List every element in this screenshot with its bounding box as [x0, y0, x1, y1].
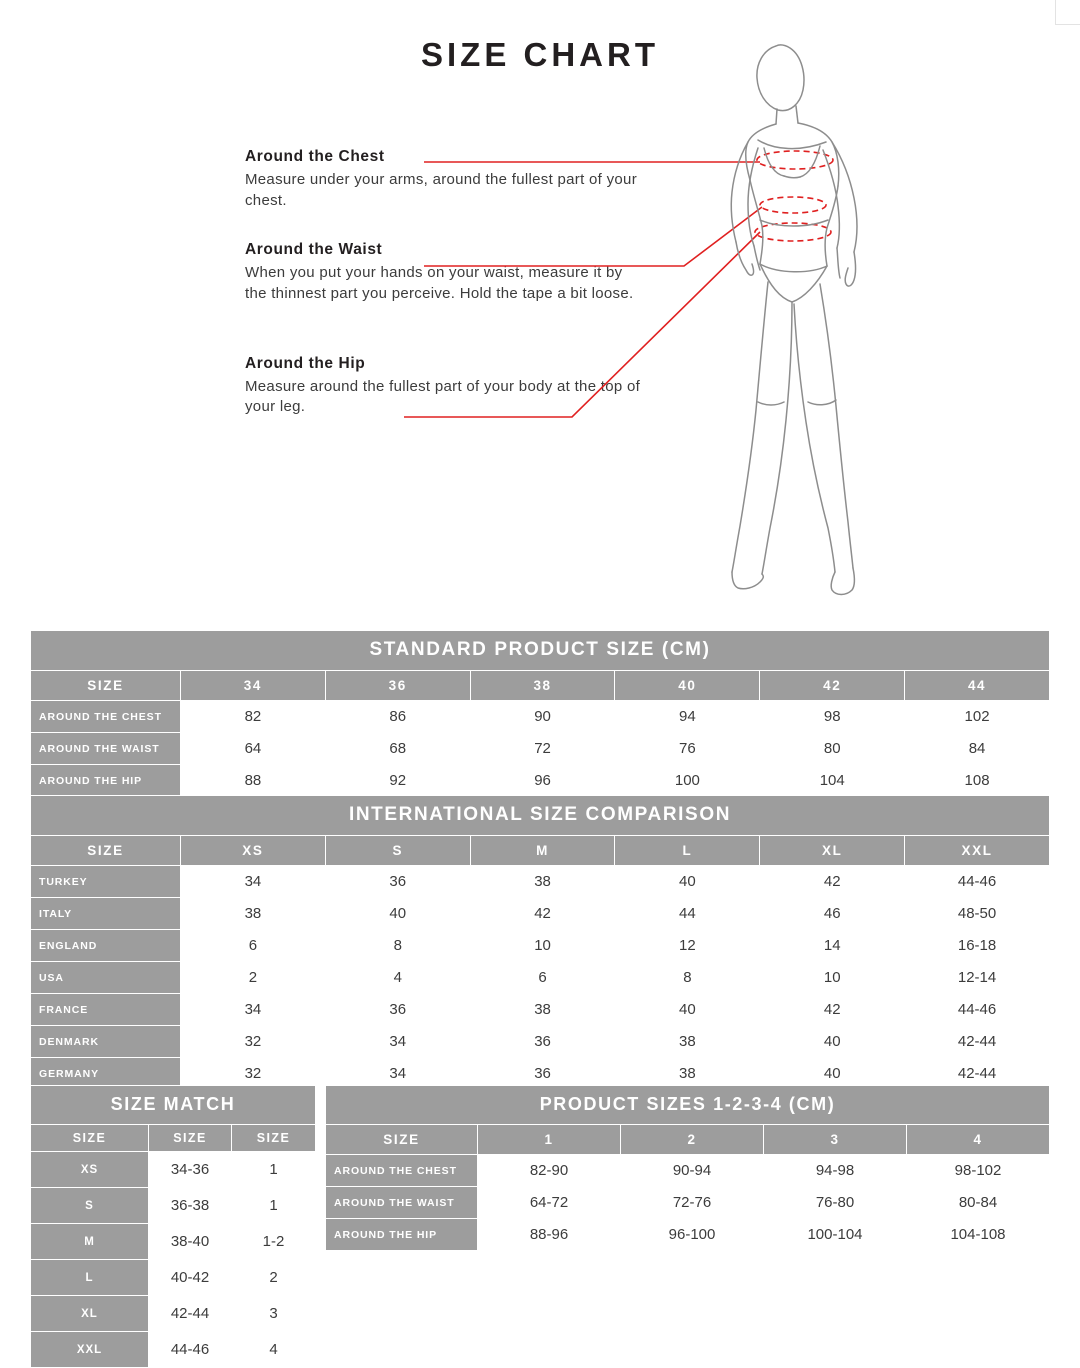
international-row-label-2: ENGLAND — [31, 930, 181, 962]
size-match-col-2: SIZE — [232, 1125, 316, 1152]
standard-cell-1-4: 80 — [760, 733, 905, 765]
international-cell-5-4: 40 — [760, 1026, 905, 1058]
international-cell-5-1: 34 — [325, 1026, 470, 1058]
international-cell-1-5: 48-50 — [905, 898, 1050, 930]
size-match-label-0: XS — [31, 1152, 149, 1188]
standard-col-1: 36 — [325, 671, 470, 701]
table-header-row — [31, 836, 1050, 866]
note-title-hip: Around the Hip — [245, 354, 366, 372]
product-sizes-cell-1-3: 80-84 — [907, 1187, 1050, 1219]
standard-cell-0-3: 94 — [615, 701, 760, 733]
table-row — [31, 994, 1050, 1026]
product-sizes-cell-1-0: 64-72 — [478, 1187, 621, 1219]
size-match-range-4: 42-44 — [149, 1296, 232, 1332]
international-cell-6-1: 34 — [325, 1058, 470, 1090]
international-cell-2-2: 10 — [470, 930, 615, 962]
international-cell-0-4: 42 — [760, 866, 905, 898]
table-row — [31, 1260, 316, 1296]
table-row — [31, 765, 1050, 797]
international-cell-3-4: 10 — [760, 962, 905, 994]
standard-corner-label: SIZE — [31, 671, 181, 701]
table-row — [31, 701, 1050, 733]
size-match-product-0: 1 — [232, 1152, 316, 1188]
table-header-row — [31, 1125, 316, 1152]
table-row — [31, 1296, 316, 1332]
standard-col-3: 40 — [615, 671, 760, 701]
international-cell-6-5: 42-44 — [905, 1058, 1050, 1090]
standard-col-4: 42 — [760, 671, 905, 701]
standard-table-title: STANDARD PRODUCT SIZE (CM) — [31, 631, 1050, 671]
international-row-label-0: TURKEY — [31, 866, 181, 898]
standard-product-size-table — [30, 630, 1050, 797]
product-sizes-col-0: 1 — [478, 1125, 621, 1155]
standard-row-label-2: AROUND THE HIP — [31, 765, 181, 797]
size-match-col-1: SIZE — [149, 1125, 232, 1152]
international-col-5: XXL — [905, 836, 1050, 866]
standard-cell-0-4: 98 — [760, 701, 905, 733]
international-cell-6-2: 36 — [470, 1058, 615, 1090]
international-cell-5-2: 36 — [470, 1026, 615, 1058]
international-col-1: S — [325, 836, 470, 866]
international-col-2: M — [470, 836, 615, 866]
international-cell-0-5: 44-46 — [905, 866, 1050, 898]
size-match-product-5: 4 — [232, 1332, 316, 1368]
size-match-label-4: XL — [31, 1296, 149, 1332]
international-cell-3-3: 8 — [615, 962, 760, 994]
product-sizes-cell-0-0: 82-90 — [478, 1155, 621, 1187]
product-sizes-row-label-1: AROUND THE WAIST — [326, 1187, 478, 1219]
size-match-range-5: 44-46 — [149, 1332, 232, 1368]
international-cell-2-4: 14 — [760, 930, 905, 962]
table-row — [31, 866, 1050, 898]
product-sizes-col-3: 4 — [907, 1125, 1050, 1155]
size-match-title: SIZE MATCH — [31, 1086, 316, 1125]
international-cell-0-2: 38 — [470, 866, 615, 898]
international-table-title: INTERNATIONAL SIZE COMPARISON — [31, 796, 1050, 836]
standard-row-label-1: AROUND THE WAIST — [31, 733, 181, 765]
table-row — [31, 1188, 316, 1224]
standard-col-2: 38 — [470, 671, 615, 701]
size-match-product-4: 3 — [232, 1296, 316, 1332]
table-row — [31, 930, 1050, 962]
table-row — [326, 1155, 1050, 1187]
international-cell-4-0: 34 — [181, 994, 326, 1026]
product-sizes-row-label-0: AROUND THE CHEST — [326, 1155, 478, 1187]
international-row-label-6: GERMANY — [31, 1058, 181, 1090]
table-row — [31, 1224, 316, 1260]
size-match-product-2: 1-2 — [232, 1224, 316, 1260]
product-sizes-cell-0-2: 94-98 — [764, 1155, 907, 1187]
international-corner-label: SIZE — [31, 836, 181, 866]
international-cell-4-5: 44-46 — [905, 994, 1050, 1026]
standard-col-0: 34 — [181, 671, 326, 701]
international-cell-3-2: 6 — [470, 962, 615, 994]
product-sizes-col-1: 2 — [621, 1125, 764, 1155]
table-header-row — [31, 671, 1050, 701]
international-cell-5-5: 42-44 — [905, 1026, 1050, 1058]
table-title-row — [31, 631, 1050, 671]
note-around-the-hip — [245, 355, 645, 418]
table-title-row — [31, 1086, 316, 1125]
standard-col-5: 44 — [905, 671, 1050, 701]
international-cell-2-3: 12 — [615, 930, 760, 962]
table-row — [31, 962, 1050, 994]
size-match-range-0: 34-36 — [149, 1152, 232, 1188]
international-cell-3-0: 2 — [181, 962, 326, 994]
measurement-notes — [245, 148, 645, 444]
product-sizes-cell-0-3: 98-102 — [907, 1155, 1050, 1187]
corner-rule — [1055, 0, 1080, 25]
female-mannequin-figure — [680, 20, 1000, 620]
note-title-chest: Around the Chest — [245, 148, 385, 165]
international-cell-5-3: 38 — [615, 1026, 760, 1058]
standard-cell-1-2: 72 — [470, 733, 615, 765]
table-header-row — [326, 1125, 1050, 1155]
international-cell-1-0: 38 — [181, 898, 326, 930]
standard-cell-2-2: 96 — [470, 765, 615, 797]
international-col-3: L — [615, 836, 760, 866]
standard-cell-0-1: 86 — [325, 701, 470, 733]
international-cell-3-1: 4 — [325, 962, 470, 994]
standard-cell-1-0: 64 — [181, 733, 326, 765]
standard-cell-2-5: 108 — [905, 765, 1050, 797]
product-sizes-cell-2-2: 100-104 — [764, 1219, 907, 1251]
international-cell-0-1: 36 — [325, 866, 470, 898]
international-cell-4-1: 36 — [325, 994, 470, 1026]
note-body-chest: Measure under your arms, around the fullest part of your chest. — [245, 171, 637, 209]
product-sizes-table — [325, 1085, 1050, 1251]
international-cell-6-3: 38 — [615, 1058, 760, 1090]
international-cell-2-5: 16-18 — [905, 930, 1050, 962]
size-match-range-2: 38-40 — [149, 1224, 232, 1260]
standard-row-label-0: AROUND THE CHEST — [31, 701, 181, 733]
size-match-label-2: M — [31, 1224, 149, 1260]
standard-cell-0-5: 102 — [905, 701, 1050, 733]
product-sizes-cell-0-1: 90-94 — [621, 1155, 764, 1187]
table-row — [31, 733, 1050, 765]
size-match-label-5: XXL — [31, 1332, 149, 1368]
international-row-label-1: ITALY — [31, 898, 181, 930]
international-cell-6-0: 32 — [181, 1058, 326, 1090]
product-sizes-corner-label: SIZE — [326, 1125, 478, 1155]
international-cell-0-0: 34 — [181, 866, 326, 898]
page-title: SIZE CHART — [421, 36, 659, 73]
table-row — [31, 1026, 1050, 1058]
note-body-hip: Measure around the fullest part of your body at the top of your leg. — [245, 377, 641, 416]
standard-cell-0-0: 82 — [181, 701, 326, 733]
international-cell-4-2: 38 — [470, 994, 615, 1026]
international-cell-6-4: 40 — [760, 1058, 905, 1090]
note-around-the-chest — [245, 148, 645, 211]
international-cell-1-1: 40 — [325, 898, 470, 930]
size-match-range-3: 40-42 — [149, 1260, 232, 1296]
international-cell-5-0: 32 — [181, 1026, 326, 1058]
standard-cell-2-3: 100 — [615, 765, 760, 797]
size-match-label-3: L — [31, 1260, 149, 1296]
table-title-row — [326, 1086, 1050, 1125]
standard-cell-2-0: 88 — [181, 765, 326, 797]
international-size-comparison-table — [30, 795, 1050, 1090]
standard-cell-2-4: 104 — [760, 765, 905, 797]
international-cell-1-3: 44 — [615, 898, 760, 930]
product-sizes-cell-1-1: 72-76 — [621, 1187, 764, 1219]
international-cell-4-4: 42 — [760, 994, 905, 1026]
table-row — [326, 1219, 1050, 1251]
product-sizes-col-2: 3 — [764, 1125, 907, 1155]
table-row — [326, 1187, 1050, 1219]
size-match-product-3: 2 — [232, 1260, 316, 1296]
product-sizes-cell-2-1: 96-100 — [621, 1219, 764, 1251]
international-cell-2-1: 8 — [325, 930, 470, 962]
international-cell-1-2: 42 — [470, 898, 615, 930]
table-title-row — [31, 796, 1050, 836]
product-sizes-row-label-2: AROUND THE HIP — [326, 1219, 478, 1251]
size-match-col-0: SIZE — [31, 1125, 149, 1152]
note-title-waist: Around the Waist — [245, 241, 383, 259]
international-col-0: XS — [181, 836, 326, 866]
size-match-table — [30, 1085, 315, 1368]
international-cell-0-3: 40 — [615, 866, 760, 898]
international-cell-2-0: 6 — [181, 930, 326, 962]
international-cell-4-3: 40 — [615, 994, 760, 1026]
international-row-label-3: USA — [31, 962, 181, 994]
international-row-label-5: DENMARK — [31, 1026, 181, 1058]
standard-cell-1-3: 76 — [615, 733, 760, 765]
standard-cell-0-2: 90 — [470, 701, 615, 733]
table-row — [31, 1152, 316, 1188]
standard-cell-2-1: 92 — [325, 765, 470, 797]
product-sizes-cell-2-0: 88-96 — [478, 1219, 621, 1251]
note-body-waist: When you put your hands on your waist, measure it by the thinnest part you perceive. Hold the tape a bit loose. — [245, 264, 634, 303]
standard-cell-1-1: 68 — [325, 733, 470, 765]
international-row-label-4: FRANCE — [31, 994, 181, 1026]
size-match-product-1: 1 — [232, 1188, 316, 1224]
size-match-range-1: 36-38 — [149, 1188, 232, 1224]
note-around-the-waist — [245, 241, 645, 304]
table-row — [31, 898, 1050, 930]
size-match-label-1: S — [31, 1188, 149, 1224]
product-sizes-title: PRODUCT SIZES 1-2-3-4 (CM) — [326, 1086, 1050, 1125]
product-sizes-cell-2-3: 104-108 — [907, 1219, 1050, 1251]
standard-cell-1-5: 84 — [905, 733, 1050, 765]
international-cell-1-4: 46 — [760, 898, 905, 930]
international-col-4: XL — [760, 836, 905, 866]
product-sizes-cell-1-2: 76-80 — [764, 1187, 907, 1219]
international-cell-3-5: 12-14 — [905, 962, 1050, 994]
